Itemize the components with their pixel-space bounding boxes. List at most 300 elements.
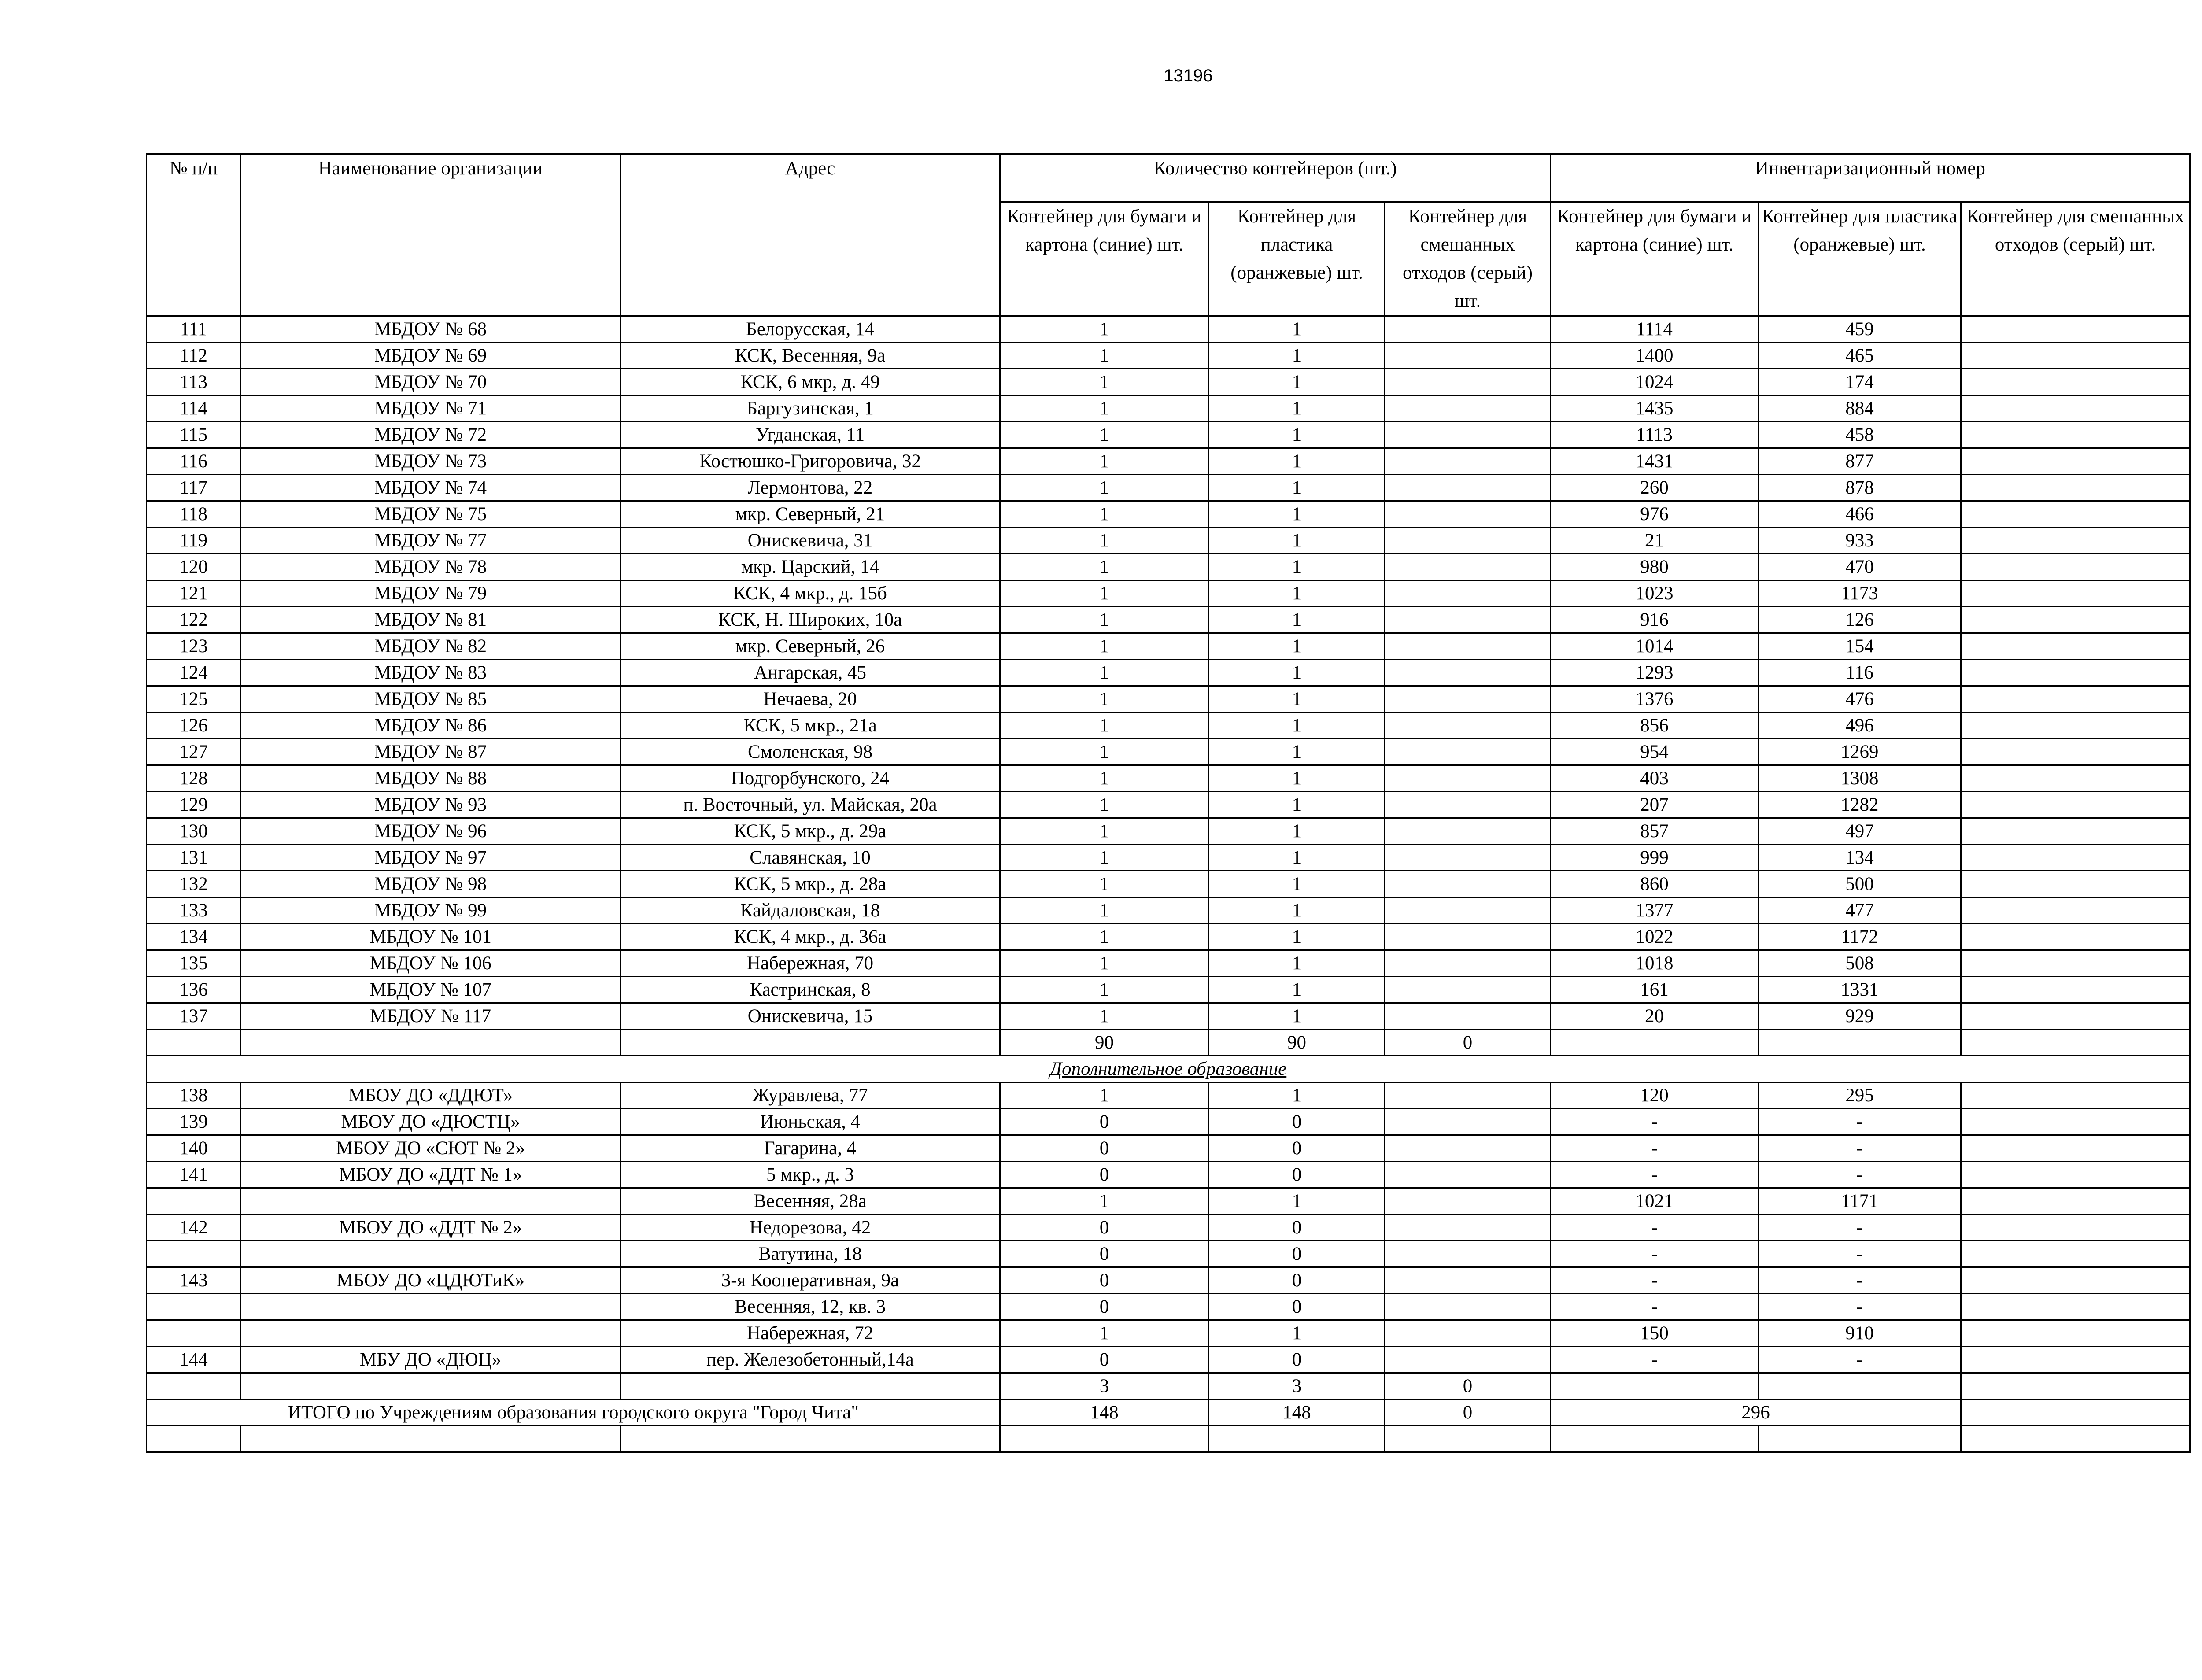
cell-count-plastic: 1: [1209, 316, 1385, 343]
cell-count-plastic: 1: [1209, 580, 1385, 607]
cell-inv-plastic: 878: [1759, 475, 1961, 501]
cell-count-plastic: 1: [1209, 1320, 1385, 1347]
header-count-group: Количество контейнеров (шт.): [1000, 154, 1551, 202]
cell-address: Гагарина, 4: [621, 1135, 1000, 1162]
empty-row: [147, 1426, 2190, 1452]
cell-inv-paper: 860: [1551, 871, 1759, 897]
cell-count-plastic: 1: [1209, 660, 1385, 686]
cell-count-plastic: 1: [1209, 554, 1385, 580]
table-row: [147, 1188, 2190, 1215]
cell-count-mixed: [1385, 977, 1551, 1003]
cell-address: пер. Железобетонный,14а: [621, 1347, 1000, 1373]
cell-inv-mixed: [1961, 1135, 2190, 1162]
cell-num: 129: [147, 792, 241, 818]
cell-inv-mixed: [1961, 554, 2190, 580]
table-row: [147, 1082, 2190, 1109]
cell-org: МБДОУ № 68: [241, 316, 621, 343]
cell-address: КСК, 5 мкр., д. 29а: [621, 818, 1000, 845]
cell-inv-plastic: 459: [1759, 316, 1961, 343]
cell-count-mixed: [1385, 1003, 1551, 1030]
cell-count-mixed: [1385, 1267, 1551, 1294]
cell-inv-paper: 1293: [1551, 660, 1759, 686]
cell-count-paper: 1: [1000, 792, 1209, 818]
cell-count-plastic: 1: [1209, 977, 1385, 1003]
cell-inv-plastic: 1173: [1759, 580, 1961, 607]
header-inv-mixed: Контейнер для смешанных отходов (серый) шт.: [1961, 202, 2190, 316]
cell-inv-paper: 161: [1551, 977, 1759, 1003]
cell-inv-mixed: [1961, 475, 2190, 501]
cell-org: МБДОУ № 79: [241, 580, 621, 607]
cell-count-mixed: [1385, 580, 1551, 607]
cell-num: 130: [147, 818, 241, 845]
cell-count-mixed: [1385, 1347, 1551, 1373]
cell-count-paper: 1: [1000, 501, 1209, 528]
table-row: [147, 369, 2190, 395]
cell-inv-mixed: [1961, 1109, 2190, 1135]
cell-address: Кайдаловская, 18: [621, 897, 1000, 924]
subtotal-count-paper: 3: [1000, 1373, 1209, 1399]
table-row: [147, 1320, 2190, 1347]
cell-org: МБДОУ № 74: [241, 475, 621, 501]
cell-inv-paper: 150: [1551, 1320, 1759, 1347]
cell-inv-paper: 1431: [1551, 448, 1759, 475]
cell-num: 125: [147, 686, 241, 713]
cell-inv-mixed: [1961, 660, 2190, 686]
cell-count-mixed: [1385, 1294, 1551, 1320]
cell-inv-plastic: -: [1759, 1347, 1961, 1373]
cell-count-paper: 1: [1000, 1188, 1209, 1215]
table-row: [147, 739, 2190, 765]
cell-inv-paper: 954: [1551, 739, 1759, 765]
table-row: [147, 1241, 2190, 1267]
header-count-mixed: Контейнер для смешанных отходов (серый) шт.: [1385, 202, 1551, 316]
subtotal-count-mixed: 0: [1385, 1373, 1551, 1399]
cell-count-paper: 0: [1000, 1347, 1209, 1373]
cell-inv-paper: -: [1551, 1267, 1759, 1294]
cell-org: МБОУ ДО «ДДЮТ»: [241, 1082, 621, 1109]
cell-inv-mixed: [1961, 950, 2190, 977]
cell-address: Весенняя, 28а: [621, 1188, 1000, 1215]
table-row: [147, 686, 2190, 713]
cell-count-plastic: 1: [1209, 501, 1385, 528]
cell-inv-plastic: 910: [1759, 1320, 1961, 1347]
cell-inv-mixed: [1961, 924, 2190, 950]
cell-num: 128: [147, 765, 241, 792]
cell-org: МБДОУ № 101: [241, 924, 621, 950]
subtotal-row: [147, 1373, 2190, 1399]
table-row: [147, 607, 2190, 633]
cell-count-paper: 1: [1000, 765, 1209, 792]
cell-inv-paper: -: [1551, 1294, 1759, 1320]
cell-count-paper: 1: [1000, 871, 1209, 897]
cell-num: 135: [147, 950, 241, 977]
cell-count-mixed: [1385, 528, 1551, 554]
cell-inv-paper: 1435: [1551, 395, 1759, 422]
cell-count-mixed: [1385, 818, 1551, 845]
cell-address: Костюшко-Григоровича, 32: [621, 448, 1000, 475]
cell-org: МБДОУ № 82: [241, 633, 621, 660]
table-row: [147, 448, 2190, 475]
cell-address: Журавлева, 77: [621, 1082, 1000, 1109]
cell-address: Онискевича, 15: [621, 1003, 1000, 1030]
subtotal-count-plastic: 3: [1209, 1373, 1385, 1399]
cell-inv-plastic: 295: [1759, 1082, 1961, 1109]
cell-inv-plastic: -: [1759, 1294, 1961, 1320]
cell-address: Набережная, 70: [621, 950, 1000, 977]
cell-inv-mixed: [1961, 580, 2190, 607]
cell-num: 134: [147, 924, 241, 950]
cell-inv-plastic: 508: [1759, 950, 1961, 977]
cell-count-paper: 1: [1000, 897, 1209, 924]
cell-count-plastic: 1: [1209, 1082, 1385, 1109]
cell-count-mixed: [1385, 1188, 1551, 1215]
subtotal-count-plastic: 90: [1209, 1030, 1385, 1056]
cell-count-plastic: 0: [1209, 1267, 1385, 1294]
cell-count-mixed: [1385, 897, 1551, 924]
cell-num: 144: [147, 1347, 241, 1373]
cell-inv-mixed: [1961, 765, 2190, 792]
cell-inv-paper: 1023: [1551, 580, 1759, 607]
cell-count-plastic: 1: [1209, 448, 1385, 475]
table-row: [147, 660, 2190, 686]
cell-inv-paper: 1113: [1551, 422, 1759, 448]
cell-count-plastic: 1: [1209, 528, 1385, 554]
table-row: [147, 528, 2190, 554]
header-inv-paper: Контейнер для бумаги и картона (синие) шт.: [1551, 202, 1759, 316]
cell-address: Кастринская, 8: [621, 977, 1000, 1003]
totals: [147, 1373, 2190, 1452]
cell-inv-plastic: 126: [1759, 607, 1961, 633]
cell-count-paper: 0: [1000, 1215, 1209, 1241]
cell-num: 112: [147, 343, 241, 369]
cell-num: 118: [147, 501, 241, 528]
cell-address: Лермонтова, 22: [621, 475, 1000, 501]
cell-num: [147, 1188, 241, 1215]
cell-count-mixed: [1385, 765, 1551, 792]
cell-count-mixed: [1385, 395, 1551, 422]
cell-num: 132: [147, 871, 241, 897]
cell-inv-mixed: [1961, 528, 2190, 554]
cell-address: КСК, 4 мкр., д. 36а: [621, 924, 1000, 950]
cell-count-mixed: [1385, 607, 1551, 633]
cell-count-plastic: 0: [1209, 1347, 1385, 1373]
cell-count-plastic: 1: [1209, 343, 1385, 369]
table-row: [147, 765, 2190, 792]
cell-org: МБДОУ № 72: [241, 422, 621, 448]
cell-count-paper: 1: [1000, 580, 1209, 607]
grand-total-count-plastic: 148: [1209, 1399, 1385, 1426]
cell-count-paper: 0: [1000, 1241, 1209, 1267]
cell-count-plastic: 1: [1209, 369, 1385, 395]
cell-num: 136: [147, 977, 241, 1003]
subtotal-count-mixed: 0: [1385, 1030, 1551, 1056]
cell-inv-mixed: [1961, 686, 2190, 713]
cell-count-plastic: 0: [1209, 1294, 1385, 1320]
cell-inv-plastic: 116: [1759, 660, 1961, 686]
cell-org: МБОУ ДО «ДДТ № 2»: [241, 1215, 621, 1241]
cell-count-paper: 1: [1000, 739, 1209, 765]
cell-count-paper: 1: [1000, 713, 1209, 739]
cell-inv-mixed: [1961, 1294, 2190, 1320]
table-row: [147, 950, 2190, 977]
cell-inv-paper: 916: [1551, 607, 1759, 633]
cell-count-plastic: 1: [1209, 475, 1385, 501]
grand-total-label: ИТОГО по Учреждениям образования городского округа "Город Чита": [147, 1399, 1000, 1426]
table-row: [147, 633, 2190, 660]
cell-org: МБДОУ № 96: [241, 818, 621, 845]
cell-inv-mixed: [1961, 369, 2190, 395]
cell-inv-mixed: [1961, 845, 2190, 871]
cell-count-paper: 1: [1000, 607, 1209, 633]
cell-inv-plastic: 877: [1759, 448, 1961, 475]
header-count-paper: Контейнер для бумаги и картона (синие) шт.: [1000, 202, 1209, 316]
cell-num: 133: [147, 897, 241, 924]
cell-count-paper: 1: [1000, 818, 1209, 845]
cell-org: МБДОУ № 87: [241, 739, 621, 765]
cell-count-paper: 1: [1000, 343, 1209, 369]
table-row: [147, 1215, 2190, 1241]
cell-address: Нечаева, 20: [621, 686, 1000, 713]
section-title: Дополнительное образование: [147, 1056, 2190, 1082]
grand-total-count-paper: 148: [1000, 1399, 1209, 1426]
cell-count-mixed: [1385, 792, 1551, 818]
table-row: [147, 475, 2190, 501]
cell-count-paper: 1: [1000, 977, 1209, 1003]
table-row: [147, 1109, 2190, 1135]
cell-org: МБДОУ № 71: [241, 395, 621, 422]
cell-count-paper: 0: [1000, 1267, 1209, 1294]
cell-inv-paper: -: [1551, 1215, 1759, 1241]
header-inv-plastic: Контейнер для пластика (оранжевые) шт.: [1759, 202, 1961, 316]
cell-org: МБОУ ДО «ЦДЮТиК»: [241, 1267, 621, 1294]
cell-inv-plastic: 933: [1759, 528, 1961, 554]
cell-address: Баргузинская, 1: [621, 395, 1000, 422]
cell-count-mixed: [1385, 554, 1551, 580]
cell-count-paper: 1: [1000, 554, 1209, 580]
cell-num: [147, 1320, 241, 1347]
cell-num: 143: [147, 1267, 241, 1294]
containers-table: [146, 153, 2191, 1453]
grand-total-row: [147, 1399, 2190, 1426]
table-row: [147, 1294, 2190, 1320]
header-inventory-group: Инвентаризационный номер: [1551, 154, 2190, 202]
cell-count-plastic: 1: [1209, 871, 1385, 897]
cell-address: Ангарская, 45: [621, 660, 1000, 686]
cell-num: 126: [147, 713, 241, 739]
cell-inv-paper: 999: [1551, 845, 1759, 871]
cell-inv-mixed: [1961, 1215, 2190, 1241]
cell-org: МБДОУ № 73: [241, 448, 621, 475]
cell-inv-paper: -: [1551, 1347, 1759, 1373]
cell-org: МБДОУ № 88: [241, 765, 621, 792]
subtotal-count-paper: 90: [1000, 1030, 1209, 1056]
cell-count-paper: 1: [1000, 1003, 1209, 1030]
subtotal-row: [147, 1030, 2190, 1056]
cell-inv-mixed: [1961, 818, 2190, 845]
cell-count-plastic: 1: [1209, 1003, 1385, 1030]
cell-inv-paper: 1114: [1551, 316, 1759, 343]
table-row: [147, 1135, 2190, 1162]
cell-inv-paper: -: [1551, 1109, 1759, 1135]
cell-count-paper: 0: [1000, 1109, 1209, 1135]
cell-inv-plastic: -: [1759, 1162, 1961, 1188]
cell-count-paper: 1: [1000, 633, 1209, 660]
cell-count-plastic: 1: [1209, 924, 1385, 950]
cell-count-mixed: [1385, 475, 1551, 501]
cell-inv-paper: 20: [1551, 1003, 1759, 1030]
cell-count-mixed: [1385, 1320, 1551, 1347]
cell-org: МБДОУ № 97: [241, 845, 621, 871]
cell-address: КСК, 5 мкр., 21а: [621, 713, 1000, 739]
cell-org: [241, 1294, 621, 1320]
cell-count-paper: 0: [1000, 1135, 1209, 1162]
cell-inv-plastic: 476: [1759, 686, 1961, 713]
cell-inv-mixed: [1961, 1241, 2190, 1267]
cell-inv-mixed: [1961, 713, 2190, 739]
cell-inv-mixed: [1961, 1320, 2190, 1347]
cell-inv-paper: 1024: [1551, 369, 1759, 395]
cell-address: мкр. Северный, 21: [621, 501, 1000, 528]
cell-count-mixed: [1385, 660, 1551, 686]
cell-num: 140: [147, 1135, 241, 1162]
cell-inv-plastic: 497: [1759, 818, 1961, 845]
table-row: [147, 554, 2190, 580]
cell-inv-plastic: 470: [1759, 554, 1961, 580]
cell-org: МБДОУ № 93: [241, 792, 621, 818]
cell-count-mixed: [1385, 316, 1551, 343]
cell-num: 138: [147, 1082, 241, 1109]
cell-count-plastic: 1: [1209, 607, 1385, 633]
table-row: [147, 501, 2190, 528]
cell-count-mixed: [1385, 845, 1551, 871]
cell-inv-paper: 856: [1551, 713, 1759, 739]
cell-num: 120: [147, 554, 241, 580]
cell-count-plastic: 1: [1209, 395, 1385, 422]
cell-inv-plastic: 1171: [1759, 1188, 1961, 1215]
cell-inv-plastic: 458: [1759, 422, 1961, 448]
cell-num: 131: [147, 845, 241, 871]
table-row: [147, 977, 2190, 1003]
cell-inv-plastic: 496: [1759, 713, 1961, 739]
cell-inv-paper: 21: [1551, 528, 1759, 554]
cell-address: Белорусская, 14: [621, 316, 1000, 343]
cell-count-paper: 1: [1000, 475, 1209, 501]
cell-address: КСК, 6 мкр, д. 49: [621, 369, 1000, 395]
cell-inv-paper: -: [1551, 1135, 1759, 1162]
page-number: 13196: [1164, 66, 1213, 85]
cell-count-plastic: 1: [1209, 818, 1385, 845]
cell-num: [147, 1241, 241, 1267]
cell-count-paper: 1: [1000, 422, 1209, 448]
cell-inv-mixed: [1961, 501, 2190, 528]
cell-num: 119: [147, 528, 241, 554]
cell-count-mixed: [1385, 1135, 1551, 1162]
cell-count-mixed: [1385, 713, 1551, 739]
cell-inv-plastic: -: [1759, 1135, 1961, 1162]
cell-count-mixed: [1385, 1109, 1551, 1135]
cell-org: МБДОУ № 81: [241, 607, 621, 633]
table-row: [147, 1347, 2190, 1373]
cell-inv-mixed: [1961, 343, 2190, 369]
cell-inv-paper: 1400: [1551, 343, 1759, 369]
cell-num: 124: [147, 660, 241, 686]
cell-count-mixed: [1385, 422, 1551, 448]
cell-org: МБДОУ № 117: [241, 1003, 621, 1030]
cell-inv-paper: 1376: [1551, 686, 1759, 713]
cell-count-paper: 1: [1000, 1082, 1209, 1109]
cell-address: Набережная, 72: [621, 1320, 1000, 1347]
table-row: [147, 897, 2190, 924]
cell-address: КСК, Весенняя, 9а: [621, 343, 1000, 369]
table-row: [147, 316, 2190, 343]
cell-inv-plastic: -: [1759, 1109, 1961, 1135]
cell-inv-mixed: [1961, 871, 2190, 897]
cell-inv-plastic: -: [1759, 1241, 1961, 1267]
cell-inv-plastic: -: [1759, 1215, 1961, 1241]
table-row: [147, 713, 2190, 739]
cell-count-mixed: [1385, 1241, 1551, 1267]
cell-count-mixed: [1385, 871, 1551, 897]
cell-num: 127: [147, 739, 241, 765]
cell-count-plastic: 0: [1209, 1215, 1385, 1241]
table-row: [147, 845, 2190, 871]
cell-inv-mixed: [1961, 1003, 2190, 1030]
cell-inv-plastic: 1282: [1759, 792, 1961, 818]
cell-count-mixed: [1385, 501, 1551, 528]
table-row: [147, 924, 2190, 950]
table-row: [147, 1267, 2190, 1294]
table-row: [147, 343, 2190, 369]
cell-inv-paper: 1021: [1551, 1188, 1759, 1215]
table-row: [147, 1162, 2190, 1188]
cell-count-plastic: 1: [1209, 739, 1385, 765]
cell-inv-mixed: [1961, 1267, 2190, 1294]
cell-org: МБДОУ № 69: [241, 343, 621, 369]
cell-num: [147, 1294, 241, 1320]
cell-count-paper: 1: [1000, 924, 1209, 950]
cell-inv-paper: 857: [1551, 818, 1759, 845]
cell-inv-plastic: 134: [1759, 845, 1961, 871]
cell-address: КСК, Н. Широких, 10а: [621, 607, 1000, 633]
cell-org: МБОУ ДО «ДДТ № 1»: [241, 1162, 621, 1188]
cell-count-paper: 1: [1000, 448, 1209, 475]
cell-inv-mixed: [1961, 1347, 2190, 1373]
cell-address: Ватутина, 18: [621, 1241, 1000, 1267]
grand-total-count-mixed: 0: [1385, 1399, 1551, 1426]
cell-num: 123: [147, 633, 241, 660]
cell-inv-mixed: [1961, 1082, 2190, 1109]
section-row: [147, 1056, 2190, 1082]
cell-org: МБДОУ № 107: [241, 977, 621, 1003]
cell-inv-plastic: 154: [1759, 633, 1961, 660]
extra-education-rows: [147, 1082, 2190, 1373]
cell-count-mixed: [1385, 924, 1551, 950]
cell-count-plastic: 1: [1209, 765, 1385, 792]
cell-org: МБДОУ № 78: [241, 554, 621, 580]
cell-address: Славянская, 10: [621, 845, 1000, 871]
cell-count-paper: 1: [1000, 950, 1209, 977]
cell-inv-mixed: [1961, 316, 2190, 343]
cell-num: 113: [147, 369, 241, 395]
cell-num: 142: [147, 1215, 241, 1241]
table-row: [147, 871, 2190, 897]
cell-org: МБДОУ № 98: [241, 871, 621, 897]
table-row: [147, 395, 2190, 422]
cell-address: Смоленская, 98: [621, 739, 1000, 765]
cell-org: МБДОУ № 85: [241, 686, 621, 713]
cell-address: Недорезова, 42: [621, 1215, 1000, 1241]
cell-num: 114: [147, 395, 241, 422]
